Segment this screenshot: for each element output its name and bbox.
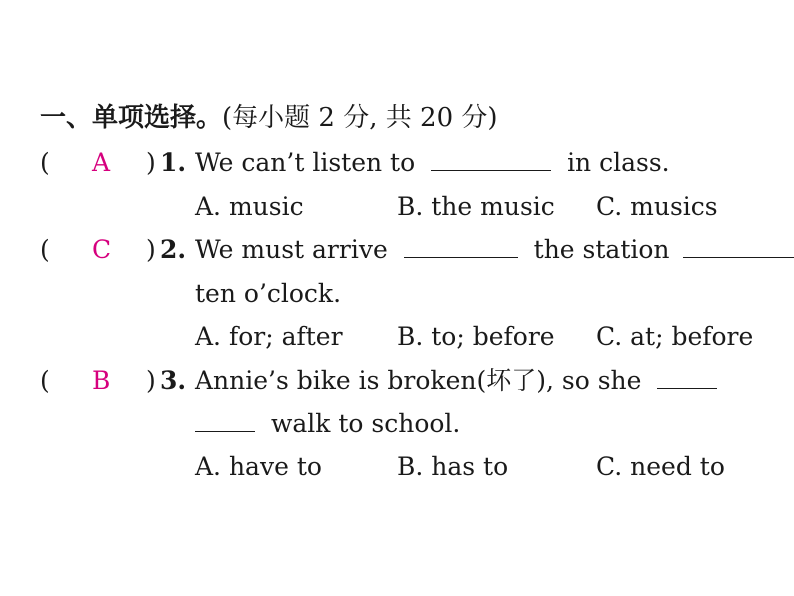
question-stem — [195, 148, 670, 178]
question-stem-continued — [195, 409, 460, 439]
stem-part-a: Annie’s bike is broken(坏了), so she — [195, 366, 642, 395]
question-stem — [195, 235, 794, 265]
answer-blank — [683, 235, 794, 258]
option-a: A. music — [195, 192, 304, 221]
question-stem-continued: ten o’clock. — [195, 279, 342, 308]
answer-paren-close: ) — [146, 148, 156, 177]
option-a: A. have to — [195, 452, 322, 481]
section-note: (每小题 2 分, 共 20 分) — [222, 103, 498, 133]
stem-part-b: the station — [533, 235, 670, 264]
answer-letter: C — [92, 235, 112, 264]
stem-part-a: We can’t listen to — [195, 148, 416, 177]
question-number: 1. — [160, 148, 187, 177]
option-b: B. has to — [397, 452, 509, 481]
stem-part-a: We must arrive — [195, 235, 388, 264]
answer-paren-close: ) — [146, 235, 156, 264]
stem-part-b: in class. — [567, 148, 670, 177]
question-stem — [195, 366, 717, 396]
answer-paren-open: ( — [40, 235, 50, 264]
section-header — [40, 103, 498, 133]
answer-letter: A — [92, 148, 111, 177]
answer-blank — [431, 148, 551, 171]
answer-paren-close: ) — [146, 366, 156, 395]
answer-blank — [657, 366, 717, 389]
question-number: 2. — [160, 235, 187, 264]
answer-paren-open: ( — [40, 366, 50, 395]
option-b: B. to; before — [397, 322, 555, 351]
answer-blank — [195, 409, 255, 432]
section-title: 一、单项选择。 — [40, 103, 223, 133]
option-c: C. at; before — [596, 322, 754, 351]
answer-paren-open: ( — [40, 148, 50, 177]
answer-blank — [404, 235, 518, 258]
option-b: B. the music — [397, 192, 555, 221]
option-c: C. musics — [596, 192, 718, 221]
option-c: C. need to — [596, 452, 725, 481]
answer-letter: B — [92, 366, 111, 395]
question-number: 3. — [160, 366, 187, 395]
option-a: A. for; after — [195, 322, 343, 351]
stem-part-b: walk to school. — [270, 409, 461, 438]
